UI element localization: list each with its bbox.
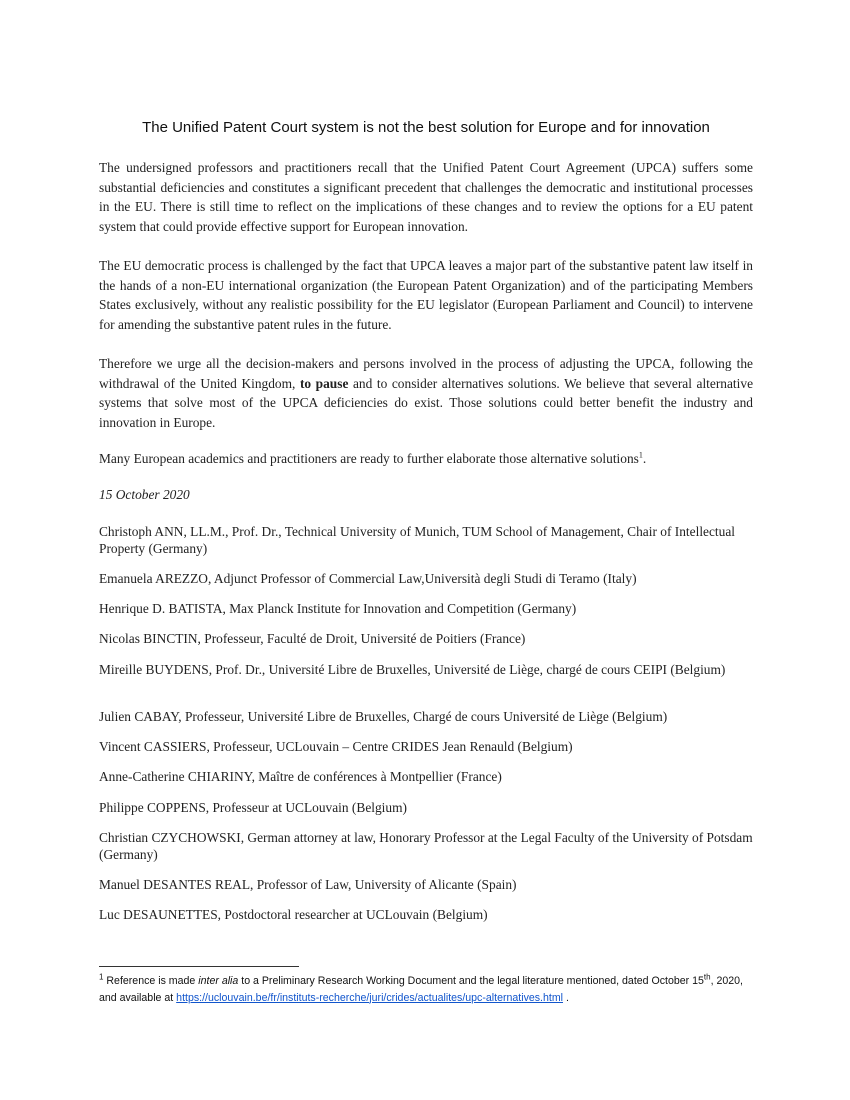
signatory-entry: Luc DESAUNETTES, Postdoctoral researcher at UCLouvain (Belgium) — [99, 907, 488, 922]
footnote-text: Reference is made — [103, 975, 199, 987]
paragraph-alternatives-end: . — [642, 451, 647, 466]
footnote-reference[interactable]: 1 — [638, 450, 643, 460]
paragraph-democratic-process: The EU democratic process is challenged by the fact that UPCA leaves a major part of the substantive patent law itself in the hands of a non-EU international organization (the European Patent Organization) and of the participating Members States exclusively, without any realistic possibility for the EU legislator (European Parliament and Council) to intervene for amending the substantive patent rules in the future. — [99, 258, 753, 332]
signatory-entry: Manuel DESANTES REAL, Professor of Law, University of Alicante (Spain) — [99, 877, 517, 892]
signatory-entry: Anne-Catherine CHIARINY, Maître de conférences à Montpellier (France) — [99, 769, 502, 784]
document-date: 15 October 2020 — [99, 487, 190, 502]
footnote-text: , 2020, and available at — [99, 975, 743, 1004]
signatory-entry: Philippe COPPENS, Professeur at UCLouvain (Belgium) — [99, 800, 407, 815]
signatory-entry: Christian CZYCHOWSKI, German attorney at law, Honorary Professor at the Legal Faculty of the University of Potsdam (Germany) — [99, 830, 753, 862]
signatory-entry: Vincent CASSIERS, Professeur, UCLouvain – Centre CRIDES Jean Renauld (Belgium) — [99, 739, 573, 754]
paragraph-urge-pause-after: and to consider alternatives solutions. We believe that several alternative systems that solve most of the UPCA deficiencies do exist. Those solutions could better benefit the industry and innovation in Europe. — [99, 375, 754, 430]
paragraph-alternatives-text: Many European academics and practitioners are ready to further elaborate those alternative solutions — [99, 451, 639, 466]
signatory-entry: Henrique D. BATISTA, Max Planck Institute for Innovation and Competition (Germany) — [99, 601, 577, 616]
signatory-entry: Christoph ANN, LL.M., Prof. Dr., Technical University of Munich, TUM School of Management, Chair of Intellectual Property (Germany) — [99, 524, 736, 556]
paragraph-urge-pause-emphasis: to pause — [299, 375, 349, 391]
paragraph-urge-pause-before: Therefore we urge all the decision-makers and persons involved in the process of adjusting the UPCA, following the withdrawal of the United Kingdom, — [99, 356, 753, 391]
footnote-link[interactable]: https://uclouvain.be/fr/instituts-recherche/juri/crides/actualites/upc-alternatives.html — [176, 991, 564, 1004]
signatory-entry: Emanuela AREZZO, Adjunct Professor of Commercial Law,Università degli Studi di Teramo (Italy) — [99, 571, 637, 586]
footnote-text: to a Preliminary Research Working Document and the legal literature mentioned, dated October 15 — [238, 975, 704, 987]
signatory-entry: Nicolas BINCTIN, Professeur, Faculté de Droit, Université de Poitiers (France) — [99, 631, 526, 646]
signatory-entry: Mireille BUYDENS, Prof. Dr., Université Libre de Bruxelles, Université de Liège, chargé de cours CEIPI (Belgium) — [99, 662, 726, 677]
footnote-end: . — [563, 991, 569, 1004]
paragraph-upca-deficiencies: The undersigned professors and practitioners recall that the Unified Patent Court Agreement (UPCA) suffers some substantial deficiencies and constitutes a significant precedent that challenges the democratic and institutional processes in the EU. There is still time to reflect on the implications of these changes and to review the options for a EU patent system that could provide effective support for European innovation. — [99, 160, 753, 234]
paragraph-alternatives — [99, 449, 753, 469]
footnote-italic: inter alia — [198, 975, 239, 987]
footnote-date-suffix: th — [703, 972, 711, 982]
footnote-number: 1 — [99, 972, 104, 982]
footnote — [99, 973, 753, 1006]
signatory-entry: Julien CABAY, Professeur, Université Libre de Bruxelles, Chargé de cours Université de Liège (Belgium) — [99, 709, 668, 724]
paragraph-urge-pause — [99, 354, 753, 432]
document-title: The Unified Patent Court system is not the best solution for Europe and for innovation — [142, 119, 710, 136]
footnote-separator — [99, 966, 299, 967]
